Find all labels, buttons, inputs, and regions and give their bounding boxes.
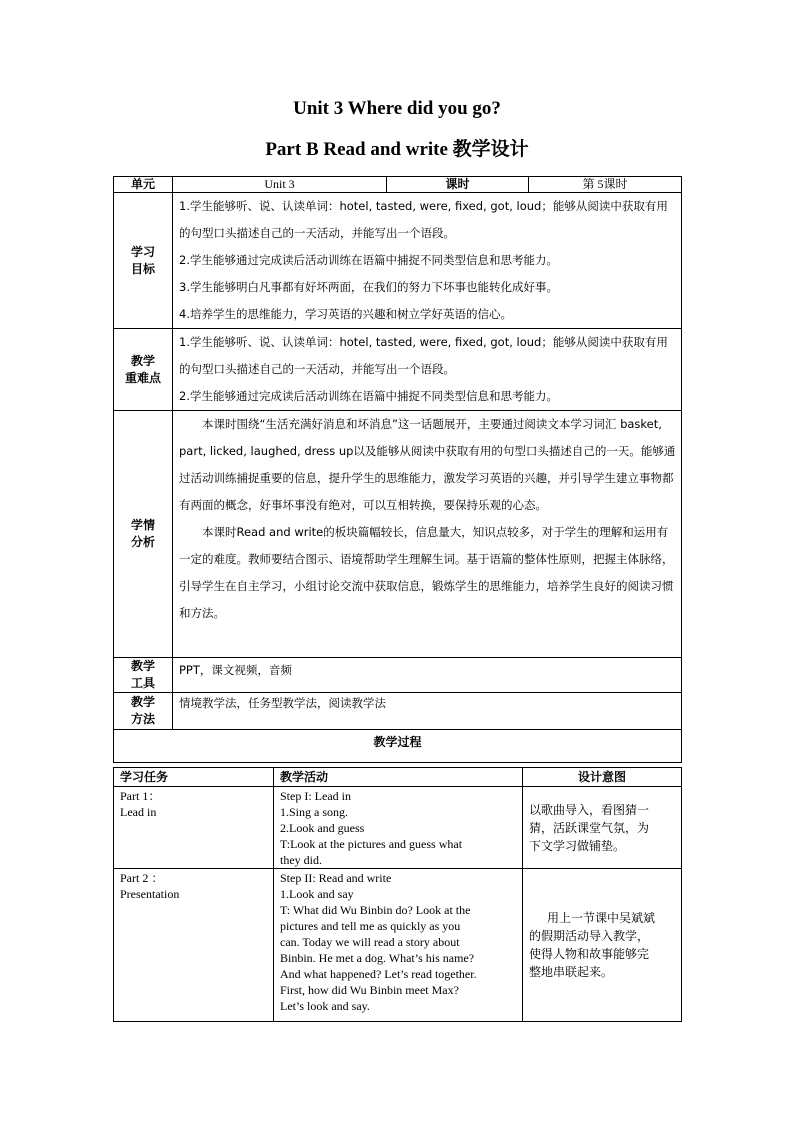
methods-value: 情境教学法，任务型教学法，阅读教学法	[173, 693, 682, 730]
document-title: Unit 3 Where did you go?	[293, 98, 501, 119]
process-row	[114, 787, 682, 869]
period-label: 课时	[387, 177, 529, 193]
task-cell: Part 1： Lead in	[114, 787, 274, 869]
process-table	[113, 767, 682, 1022]
activity-cell: Step I: Lead in 1.Sing a song. 2.Look and guess T:Look at the pictures and guess what they did.	[274, 787, 523, 869]
key-points-content	[173, 329, 682, 411]
process-header-row	[114, 768, 682, 787]
column-header-activity: 教学活动	[274, 768, 523, 787]
header-row	[114, 177, 682, 193]
period-value: 第 5课时	[529, 177, 682, 193]
analysis-row	[114, 411, 682, 658]
key-points-label: 教学 重难点	[114, 329, 173, 411]
key-point-item: 1.学生能够听、说、认读单词：hotel, tasted, were, fixed, got, loud；能够从阅读中获取有用的句型口头描述自己的一天活动，并能写出一个语段。	[179, 335, 668, 376]
key-points-row	[114, 329, 682, 411]
objective-item: 2.学生能够通过完成读后活动训练在语篇中捕捉不同类型信息和思考能力。	[179, 253, 558, 267]
key-point-item: 2.学生能够通过完成读后活动训练在语篇中捕捉不同类型信息和思考能力。	[179, 389, 558, 403]
unit-value: Unit 3	[173, 177, 387, 193]
lesson-plan-table	[113, 176, 682, 763]
tools-value: PPT，课文视频，音频	[173, 658, 682, 693]
tools-row	[114, 658, 682, 693]
objective-item: 1.学生能够听、说、认读单词：hotel, tasted, were, fixed, got, loud；能够从阅读中获取有用的句型口头描述自己的一天活动，并能写出一个语段。	[179, 199, 668, 240]
activity-cell: Step II: Read and write 1.Look and say T: What did Wu Binbin do? Look at the pictures and tell me as quickly as you can. Today we will read a story about Binbin. He met a dog. What’s his name? And what happened? Let’s read together. First, how did Wu Binbin meet Max? Let’s look and say.	[274, 869, 523, 1022]
process-heading-row	[114, 730, 682, 763]
analysis-label: 学情 分析	[114, 411, 173, 658]
analysis-content	[173, 411, 682, 658]
process-heading: 教学过程	[114, 730, 682, 763]
objectives-label: 学习 目标	[114, 193, 173, 329]
methods-label: 教学 方法	[114, 693, 173, 730]
objective-item: 4.培养学生的思维能力，学习英语的兴趣和树立学好英语的信心。	[179, 307, 512, 321]
task-cell: Part 2 ： Presentation	[114, 869, 274, 1022]
intent-cell: 以歌曲导入，看图猜一 猜，活跃课堂气氛，为 下文学习做铺垫。	[523, 787, 682, 869]
objective-item: 3.学生能够明白凡事都有好坏两面，在我们的努力下坏事也能转化成好事。	[179, 280, 558, 294]
column-header-task: 学习任务	[114, 768, 274, 787]
methods-row	[114, 693, 682, 730]
process-row	[114, 869, 682, 1022]
objectives-content	[173, 193, 682, 329]
column-header-intent: 设计意图	[523, 768, 682, 787]
analysis-paragraph: 本课时围绕“生活充满好消息和坏消息”这一话题展开，主要通过阅读文本学习词汇 basket, part, licked, laughed, dress up以及能够从阅读中获取有用的句型口头描述自己的一天。能够通过活动训练捕捉重要的信息，提升学生的思维能力，激发学习英语的兴趣，并引导学生建立事物都有两面的概念，好事坏事没有绝对，可以互相转换，要保持乐观的心态。	[179, 417, 676, 512]
tools-label: 教学 工具	[114, 658, 173, 693]
objectives-row	[114, 193, 682, 329]
unit-label: 单元	[114, 177, 173, 193]
intent-cell: 用上一节课中吴斌斌 的假期活动导入教学， 使得人物和故事能够完 整地串联起来。	[523, 869, 682, 1022]
analysis-paragraph: 本课时Read and write的板块篇幅较长，信息量大，知识点较多，对于学生的理解和运用有一定的难度。教师要结合图示、语境帮助学生理解生词。基于语篇的整体性原则，把握主体脉络，引导学生在自主学习，小组讨论交流中获取信息，锻炼学生的思维能力，培养学生良好的阅读习惯和方法。	[179, 525, 674, 620]
document-subtitle: Part B Read and write 教学设计	[265, 139, 529, 160]
